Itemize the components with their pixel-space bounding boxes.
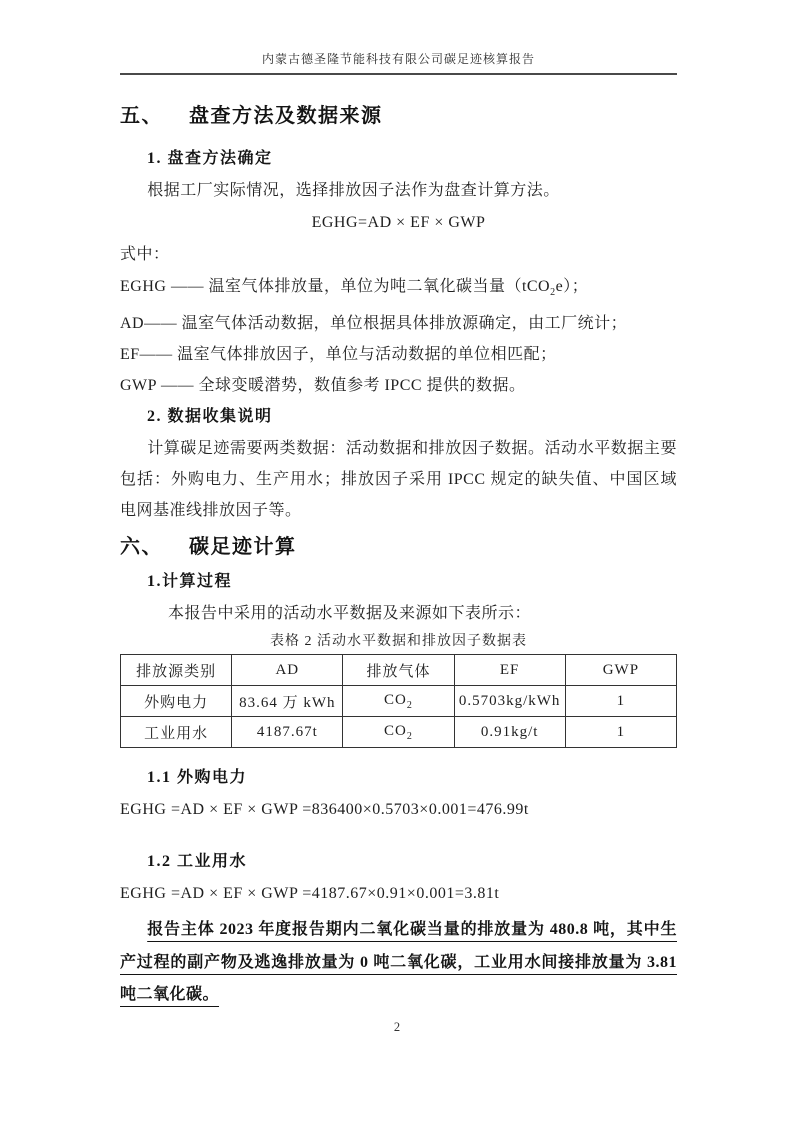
section-5-title: 盘查方法及数据来源 bbox=[189, 105, 383, 127]
gas-subscript: 2 bbox=[406, 730, 413, 742]
sub-water-title: 1.2 工业用水 bbox=[147, 853, 248, 871]
gas-subscript: 2 bbox=[406, 699, 413, 711]
table-header-gas: 排放气体 bbox=[343, 655, 454, 686]
subsection-method-title: 1. 盘查方法确定 bbox=[147, 150, 273, 167]
table-intro-paragraph: 本报告中采用的活动水平数据及来源如下表所示： bbox=[168, 605, 532, 623]
subsection-data-collection-title: 2. 数据收集说明 bbox=[147, 408, 273, 426]
definition-ef: EF—— 温室气体排放因子，单位与活动数据的单位相匹配； bbox=[120, 346, 557, 364]
formula-intro: 式中： bbox=[120, 246, 170, 263]
table-caption: 表格 2 活动水平数据和排放因子数据表 bbox=[270, 634, 527, 650]
section-6-heading bbox=[120, 532, 677, 562]
cell-gas-electricity bbox=[343, 686, 454, 717]
definition-eghg-tail: e）； bbox=[555, 278, 589, 295]
gas-formula: CO bbox=[384, 691, 407, 708]
section-6-title: 碳足迹计算 bbox=[189, 536, 297, 559]
definition-gwp: GWP —— 全球变暖潜势，数值参考 IPCC 提供的数据。 bbox=[120, 377, 526, 395]
activity-data-table bbox=[120, 654, 677, 748]
table-header-source: 排放源类别 bbox=[121, 655, 232, 686]
cell-gwp-water: 1 bbox=[565, 717, 676, 748]
gas-formula: CO bbox=[384, 722, 407, 739]
section-5-heading bbox=[120, 101, 677, 131]
table-row-water bbox=[121, 717, 677, 748]
page-header-title: 内蒙古德圣隆节能科技有限公司碳足迹核算报告 bbox=[261, 52, 535, 66]
cell-ad-electricity: 83.64 万 kWh bbox=[232, 686, 343, 717]
data-collection-paragraph: 计算碳足迹需要两类数据：活动数据和排放因子数据。活动水平数据主要包括：外购电力、生产用水；排放因子采用 IPCC 规定的缺失值、中国区域电网基准线排放因子等。 bbox=[120, 440, 677, 520]
calc-electricity-formula: EGHG =AD × EF × GWP =836400×0.5703×0.001=476.99t bbox=[120, 801, 529, 819]
cell-gwp-electricity: 1 bbox=[565, 686, 676, 717]
conclusion-paragraph: 报告主体 2023 年度报告期内二氧化碳当量的排放量为 480.8 吨，其中生产过程的副产物及逃逸排放量为 0 吨二氧化碳，工业用水间接排放量为 3.81 吨二氧化碳。 bbox=[120, 921, 677, 1004]
table-header-ef: EF bbox=[454, 655, 565, 686]
cell-ad-water: 4187.67t bbox=[232, 717, 343, 748]
table-header-gwp: GWP bbox=[565, 655, 676, 686]
table-header-ad: AD bbox=[232, 655, 343, 686]
method-paragraph: 根据工厂实际情况，选择排放因子法作为盘查计算方法。 bbox=[147, 182, 560, 199]
section-5-number: 五、 bbox=[120, 105, 163, 127]
cell-source-electricity: 外购电力 bbox=[121, 686, 232, 717]
definition-eghg-text: EGHG —— 温室气体排放量，单位为吨二氧化碳当量（tCO bbox=[120, 278, 551, 295]
definition-eghg bbox=[120, 271, 677, 308]
cell-ef-electricity: 0.5703kg/kWh bbox=[454, 686, 565, 717]
page-number: 2 bbox=[393, 1020, 401, 1034]
co2-subscript: 2 bbox=[550, 287, 556, 299]
cell-source-water: 工业用水 bbox=[121, 717, 232, 748]
calc-water-formula: EGHG =AD × EF × GWP =4187.67×0.91×0.001=3.81t bbox=[120, 885, 500, 903]
table-row-electricity bbox=[121, 686, 677, 717]
cell-gas-water bbox=[343, 717, 454, 748]
main-formula: EGHG=AD × EF × GWP bbox=[311, 214, 486, 231]
header-divider bbox=[120, 73, 677, 75]
calc-process-title: 1.计算过程 bbox=[147, 573, 233, 591]
definition-ad: AD—— 温室气体活动数据，单位根据具体排放源确定，由工厂统计； bbox=[120, 315, 628, 333]
section-6-number: 六、 bbox=[120, 536, 163, 559]
sub-electricity-title: 1.1 外购电力 bbox=[147, 769, 248, 787]
table-header-row bbox=[121, 655, 677, 686]
cell-ef-water: 0.91kg/t bbox=[454, 717, 565, 748]
